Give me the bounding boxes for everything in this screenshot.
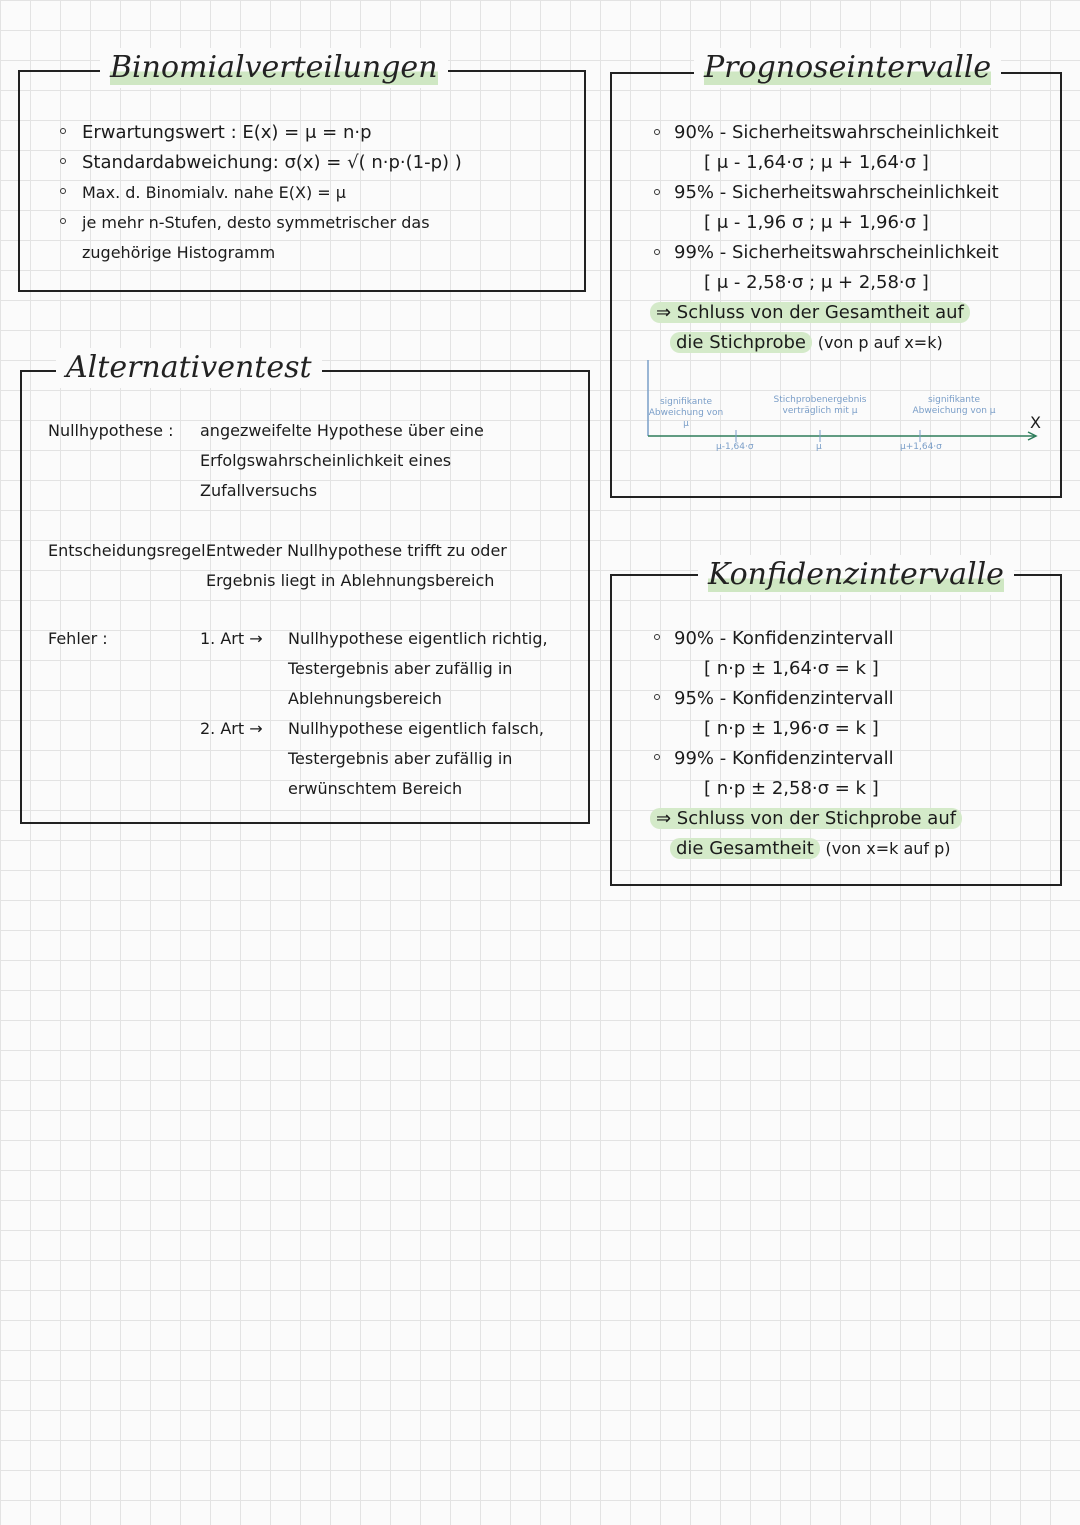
art1-line-1: Nullhypothese eigentlich richtig,	[288, 629, 548, 648]
axis-left-label: signifikante Abweichung von μ	[648, 397, 724, 429]
alternativ-title: Alternativentest	[56, 348, 322, 388]
konfidenz-item-2: 95% - Konfidenzintervall	[674, 688, 894, 709]
art2-line-1: Nullhypothese eigentlich falsch,	[288, 719, 544, 738]
konfidenz-interval-3: [ n·p ± 2,58·σ = k ]	[704, 778, 879, 799]
bullet-icon	[654, 189, 660, 195]
konfidenz-item-1: 90% - Konfidenzintervall	[674, 628, 894, 649]
axis-tick-left: μ-1,64·σ	[716, 442, 754, 452]
prognose-interval-1: [ μ - 1,64·σ ; μ + 1,64·σ ]	[704, 152, 929, 173]
bullet-icon	[654, 634, 660, 640]
regel-line-1: Entweder Nullhypothese trifft zu oder	[206, 541, 507, 560]
konfidenz-conclusion-1: ⇒ Schluss von der Stichprobe auf	[650, 804, 962, 834]
binomial-item-1: Erwartungswert : E(x) = μ = n·p	[82, 122, 372, 143]
axis-diagram	[640, 360, 1050, 460]
binomial-item-2: Standardabweichung: σ(x) = √( n·p·(1-p) )	[82, 152, 462, 173]
prognose-conclusion-2: die Stichprobe (von p auf x=k)	[670, 328, 943, 358]
prognose-interval-2: [ μ - 1,96 σ ; μ + 1,96·σ ]	[704, 212, 929, 233]
konfidenz-conclusion-2: die Gesamtheit (von x=k auf p)	[670, 834, 951, 864]
null-label: Nullhypothese :	[48, 421, 174, 440]
regel-line-2: Ergebnis liegt in Ablehnungsbereich	[206, 571, 495, 590]
axis-middle-label: Stichprobenergebnis verträglich mit μ	[773, 395, 867, 416]
axis-x-label: X	[1030, 413, 1041, 432]
konfidenz-title: Konfidenzintervalle	[698, 555, 1014, 595]
bullet-icon	[654, 754, 660, 760]
konfidenz-interval-1: [ n·p ± 1,64·σ = k ]	[704, 658, 879, 679]
bullet-icon	[654, 249, 660, 255]
prognose-conclusion-1: ⇒ Schluss von der Gesamtheit auf	[650, 298, 970, 328]
binomial-item-4: je mehr n-Stufen, desto symmetrischer das	[82, 213, 430, 232]
bullet-icon	[654, 129, 660, 135]
binomial-item-3: Max. d. Binomialv. nahe E(X) = μ	[82, 183, 346, 202]
null-line-1: angezweifelte Hypothese über eine	[200, 421, 484, 440]
bullet-icon	[60, 188, 66, 194]
null-line-2: Erfolgswahrscheinlichkeit eines	[200, 451, 452, 470]
prognose-item-2: 95% - Sicherheitswahrscheinlichkeit	[674, 182, 999, 203]
art1-line-2: Testergebnis aber zufällig in	[288, 659, 513, 678]
fehler-label: Fehler :	[48, 629, 108, 648]
prognose-interval-3: [ μ - 2,58·σ ; μ + 2,58·σ ]	[704, 272, 929, 293]
bullet-icon	[654, 694, 660, 700]
prognose-item-1: 90% - Sicherheitswahrscheinlichkeit	[674, 122, 999, 143]
bullet-icon	[60, 158, 66, 164]
axis-right-label: signifikante Abweichung von μ	[912, 395, 996, 416]
null-line-3: Zufallversuchs	[200, 481, 318, 500]
binomial-item-4-cont: zugehörige Histogramm	[82, 243, 276, 262]
art2-label: 2. Art →	[200, 719, 263, 738]
bullet-icon	[60, 128, 66, 134]
konfidenz-interval-2: [ n·p ± 1,96·σ = k ]	[704, 718, 879, 739]
binomial-title: Binomialverteilungen	[100, 48, 448, 88]
konfidenz-item-3: 99% - Konfidenzintervall	[674, 748, 894, 769]
axis-tick-mid: μ	[816, 442, 822, 452]
art2-line-3: erwünschtem Bereich	[288, 779, 463, 798]
art2-line-2: Testergebnis aber zufällig in	[288, 749, 513, 768]
bullet-icon	[60, 218, 66, 224]
art1-line-3: Ablehnungsbereich	[288, 689, 442, 708]
regel-label: Entscheidungsregel:	[48, 541, 211, 560]
prognose-title: Prognoseintervalle	[694, 48, 1001, 88]
axis-tick-right: μ+1,64·σ	[900, 442, 942, 452]
art1-label: 1. Art →	[200, 629, 263, 648]
prognose-item-3: 99% - Sicherheitswahrscheinlichkeit	[674, 242, 999, 263]
